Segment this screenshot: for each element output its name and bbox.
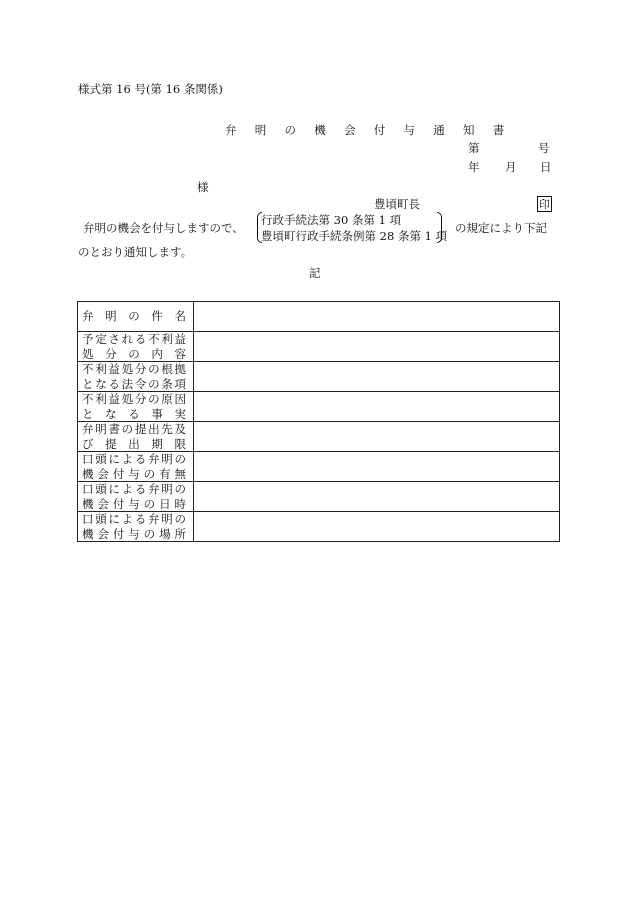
document-number-suffix: 号 <box>538 141 550 155</box>
seal-mark: 印 <box>539 197 550 211</box>
row-value-field[interactable] <box>194 482 560 512</box>
row-label-line: び 提 出 期 限 <box>82 436 186 451</box>
row-label <box>78 422 194 452</box>
law-option-1: 行政手続法第 30 条第 1 項 <box>261 213 402 227</box>
addressee-suffix: 様 <box>197 180 209 194</box>
ki-heading: 記 <box>309 266 321 280</box>
row-label <box>78 392 194 422</box>
issuer-name: 豊頃町長 <box>374 197 420 211</box>
date-month-label: 月 <box>505 160 517 174</box>
row-label-line: 弁 明 の 件 名 <box>82 309 186 324</box>
date-year-label: 年 <box>468 160 480 174</box>
row-value-field[interactable] <box>194 302 560 332</box>
table-row <box>78 482 560 512</box>
row-label-line: 機 会 付 与 の 場 所 <box>82 526 186 541</box>
row-label-line: 口頭による弁明の <box>82 512 186 526</box>
row-value-field[interactable] <box>194 452 560 482</box>
row-label <box>78 332 194 362</box>
document-number-prefix: 第 <box>468 141 480 155</box>
row-value-field[interactable] <box>194 362 560 392</box>
row-value-field[interactable] <box>194 332 560 362</box>
row-label-line: 処 分 の 内 容 <box>82 346 186 361</box>
row-label-line: 不利益処分の原因 <box>82 392 186 406</box>
row-label-line: 不利益処分の根拠 <box>82 362 186 376</box>
row-label-line: となる法令の条項 <box>82 376 186 391</box>
row-label-line: 弁明書の提出先及 <box>82 422 186 436</box>
row-label-line: 口頭による弁明の <box>82 452 186 466</box>
body-line-2: のとおり通知します。 <box>78 245 193 259</box>
row-label-line: と な る 事 実 <box>82 406 186 421</box>
row-label <box>78 452 194 482</box>
table-row <box>78 362 560 392</box>
date-day-label: 日 <box>540 160 552 174</box>
row-value-field[interactable] <box>194 512 560 542</box>
form-number: 様式第 16 号(第 16 条関係) <box>78 82 223 96</box>
body-tail: の規定により下記 <box>455 221 547 235</box>
table-row <box>78 512 560 542</box>
table-row <box>78 422 560 452</box>
row-value-field[interactable] <box>194 392 560 422</box>
body-intro: 弁明の機会を付与しますので、 <box>83 221 244 235</box>
table-row <box>78 392 560 422</box>
row-label <box>78 302 194 332</box>
table-row <box>78 452 560 482</box>
row-label <box>78 362 194 392</box>
notice-detail-table <box>77 301 560 542</box>
row-label-line: 機 会 付 与 の 有 無 <box>82 466 186 481</box>
row-label <box>78 512 194 542</box>
document-title: 弁 明 の 機 会 付 与 通 知 書 <box>225 123 512 137</box>
row-label-line: 口頭による弁明の <box>82 482 186 496</box>
row-value-field[interactable] <box>194 422 560 452</box>
table-row <box>78 302 560 332</box>
right-bracket <box>437 212 442 243</box>
law-option-2: 豊頃町行政手続条例第 28 条第 1 項 <box>261 229 448 243</box>
row-label-line: 機 会 付 与 の 日 時 <box>82 496 186 511</box>
row-label <box>78 482 194 512</box>
table-row <box>78 332 560 362</box>
row-label-line: 予定される不利益 <box>82 332 186 346</box>
